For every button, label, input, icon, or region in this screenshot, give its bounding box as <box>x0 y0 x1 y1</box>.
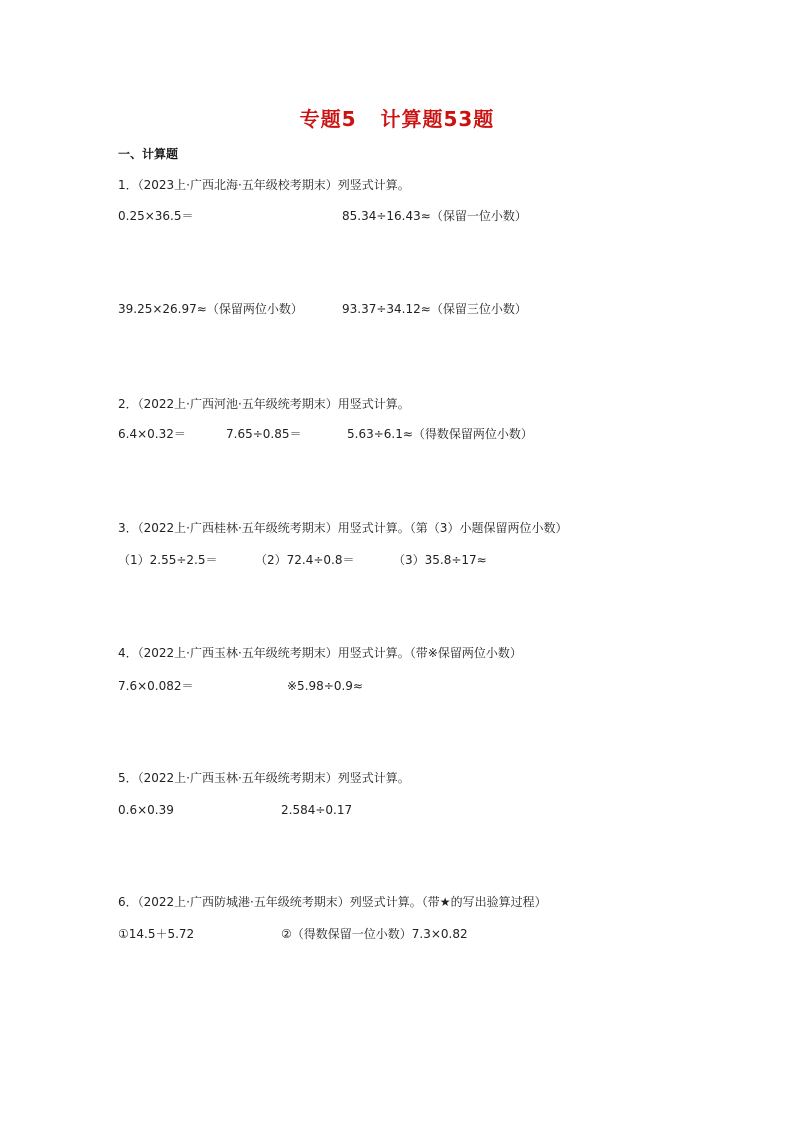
question-5-title: 5．（2022上·广西玉林·五年级统考期末）列竖式计算。 <box>118 771 410 785</box>
question-2-expr-1: 6.4×0.32＝ <box>118 427 186 441</box>
question-1-expr-3: 39.25×26.97≈（保留两位小数） <box>118 302 303 316</box>
question-6-expr-2: ②（得数保留一位小数）7.3×0.82 <box>281 927 468 941</box>
question-4-expr-1: 7.6×0.082＝ <box>118 679 194 693</box>
section-heading: 一、计算题 <box>118 147 179 161</box>
question-1-title: 1．（2023上·广西北海·五年级校考期末）列竖式计算。 <box>118 178 410 192</box>
question-2-title: 2．（2022上·广西河池·五年级统考期末）用竖式计算。 <box>118 397 410 411</box>
question-1-expr-1: 0.25×36.5＝ <box>118 209 194 223</box>
question-3-expr-1: （1）2.55÷2.5＝ <box>118 553 218 567</box>
question-4-expr-2: ※5.98÷0.9≈ <box>287 679 363 693</box>
question-5-expr-2: 2.584÷0.17 <box>281 803 353 817</box>
question-3-expr-2: （2）72.4÷0.8＝ <box>255 553 355 567</box>
question-6-expr-1: ①14.5＋5.72 <box>118 927 195 941</box>
question-3-expr-3: （3）35.8÷17≈ <box>393 553 487 567</box>
question-4-title: 4．（2022上·广西玉林·五年级统考期末）用竖式计算。（带※保留两位小数） <box>118 646 522 660</box>
question-5-expr-1: 0.6×0.39 <box>118 803 174 817</box>
question-1-expr-4: 93.37÷34.12≈（保留三位小数） <box>342 302 527 316</box>
question-6-title: 6．（2022上·广西防城港·五年级统考期末）列竖式计算。（带★的写出验算过程） <box>118 895 547 909</box>
question-2-expr-3: 5.63÷6.1≈（得数保留两位小数） <box>347 427 533 441</box>
question-3-title: 3．（2022上·广西桂林·五年级统考期末）用竖式计算。（第（3）小题保留两位小数） <box>118 521 568 535</box>
question-2-expr-2: 7.65÷0.85＝ <box>226 427 302 441</box>
page-title: 专题5 计算题53题 <box>299 107 495 131</box>
question-1-expr-2: 85.34÷16.43≈（保留一位小数） <box>342 209 527 223</box>
